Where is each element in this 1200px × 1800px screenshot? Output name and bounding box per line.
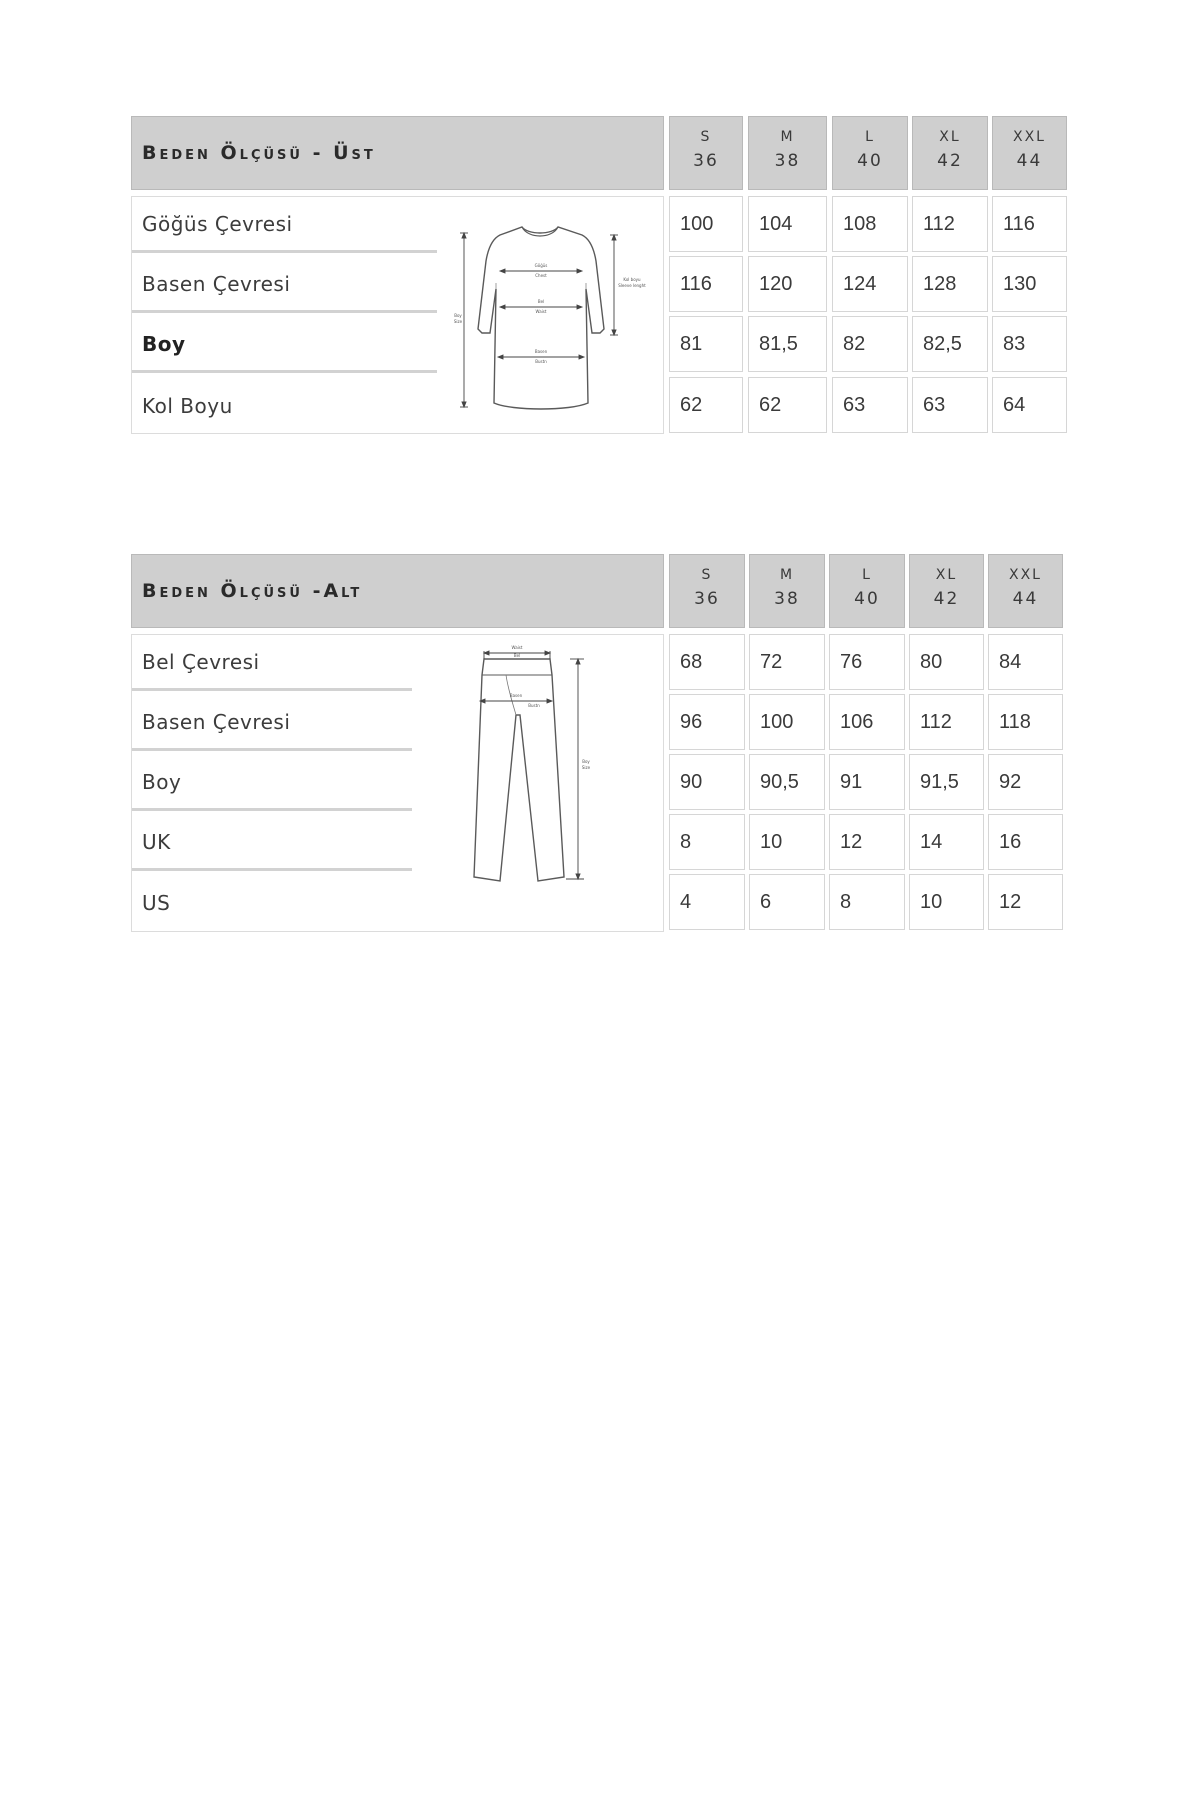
value-cell: 4 [669, 874, 745, 930]
value-cell: 118 [988, 694, 1063, 750]
value-cell: 12 [829, 814, 905, 870]
diagram-label-waist-en: Waist [535, 309, 547, 314]
top-garment-diagram [450, 209, 650, 431]
value-cell: 12 [988, 874, 1063, 930]
size-number: 40 [857, 151, 883, 171]
value-cell: 90 [669, 754, 745, 810]
value-cell: 116 [992, 196, 1067, 252]
value-cell: 81,5 [748, 316, 827, 372]
value-cell: 64 [992, 377, 1067, 433]
size-number: 38 [774, 589, 800, 609]
diagram-label-waist: Bel [537, 299, 545, 304]
value-cell: 76 [829, 634, 905, 690]
row-label-chest: Göğüs Çevresi [132, 197, 437, 253]
diagram-label-hip-en: Bustn [528, 703, 540, 708]
size-header-xxl [988, 554, 1063, 628]
value-cell: 81 [669, 316, 743, 372]
value-cell: 6 [749, 874, 825, 930]
size-number: 36 [693, 151, 719, 171]
size-number: 38 [774, 151, 801, 171]
row-label-uk: UK [132, 815, 412, 871]
value-cell: 16 [988, 814, 1063, 870]
size-number: 42 [933, 589, 960, 609]
size-letter: S [700, 129, 712, 145]
value-cell: 62 [748, 377, 827, 433]
size-header-xxl [992, 116, 1067, 190]
diagram-label-waist-en: Waist [511, 645, 523, 650]
row-label-length: Boy [132, 755, 412, 811]
value-cell: 10 [909, 874, 984, 930]
diagram-label-hip-en: Bustn [535, 359, 547, 364]
value-cell: 91 [829, 754, 905, 810]
value-cell: 112 [909, 694, 984, 750]
value-cell: 116 [669, 256, 743, 312]
value-cell: 112 [912, 196, 988, 252]
chart-title: Beden Ölçüsü -Alt [131, 554, 664, 628]
row-label-us: US [142, 891, 171, 915]
value-cell: 120 [748, 256, 827, 312]
size-letter: XL [935, 567, 958, 583]
diagram-label-length-en: Size [581, 765, 591, 770]
value-cell: 82 [832, 316, 908, 372]
row-label-length: Boy [132, 317, 437, 373]
value-cell: 124 [832, 256, 908, 312]
value-cell: 128 [912, 256, 988, 312]
value-cell: 62 [669, 377, 743, 433]
top-garment-illustration [450, 209, 650, 431]
diagram-label-length-en: Size [453, 319, 463, 324]
value-cell: 84 [988, 634, 1063, 690]
value-cell: 83 [992, 316, 1067, 372]
size-letter: XXL [1009, 567, 1042, 583]
value-cell: 104 [748, 196, 827, 252]
row-label-hip: Basen Çevresi [132, 695, 412, 751]
value-cell: 106 [829, 694, 905, 750]
value-cell: 63 [912, 377, 988, 433]
diagram-label-hip: Basen [534, 349, 548, 354]
size-number: 42 [937, 151, 963, 171]
diagram-label-sleeve-en: Sleeve lenght [618, 283, 646, 288]
row-label-sleeve: Kol Boyu [142, 394, 233, 418]
diagram-label-hip: Basen [509, 693, 523, 698]
diagram-label-length: Boy [454, 313, 462, 318]
size-number: 44 [1016, 151, 1043, 171]
size-letter: M [780, 129, 795, 145]
size-header-s [669, 116, 743, 190]
value-cell: 82,5 [912, 316, 988, 372]
value-cell: 108 [832, 196, 908, 252]
value-cell: 8 [829, 874, 905, 930]
diagram-label-length: Boy [582, 759, 590, 764]
size-header-xl [912, 116, 988, 190]
size-letter: L [865, 129, 875, 145]
measurement-panel [131, 634, 664, 932]
value-cell: 96 [669, 694, 745, 750]
row-label-waist: Bel Çevresi [132, 635, 412, 691]
diagram-label-sleeve: Kol boyu [623, 277, 641, 282]
size-number: 40 [854, 589, 880, 609]
size-header-l [832, 116, 908, 190]
bottom-garment-diagram [454, 645, 614, 895]
size-letter: XXL [1013, 129, 1046, 145]
chart-title: Beden Ölçüsü - Üst [131, 116, 664, 190]
measurement-panel [131, 196, 664, 434]
value-cell: 14 [909, 814, 984, 870]
size-letter: S [701, 567, 713, 583]
value-cell: 80 [909, 634, 984, 690]
value-cell: 130 [992, 256, 1067, 312]
size-header-m [749, 554, 825, 628]
value-cell: 92 [988, 754, 1063, 810]
bottom-garment-illustration [454, 645, 614, 895]
value-cell: 10 [749, 814, 825, 870]
size-number: 44 [1012, 589, 1039, 609]
diagram-label-chest-en: Chest [535, 273, 547, 278]
value-cell: 8 [669, 814, 745, 870]
value-cell: 100 [749, 694, 825, 750]
value-cell: 68 [669, 634, 745, 690]
value-cell: 72 [749, 634, 825, 690]
value-cell: 91,5 [909, 754, 984, 810]
value-cell: 90,5 [749, 754, 825, 810]
diagram-label-chest: Göğüs [534, 263, 548, 268]
value-cell: 100 [669, 196, 743, 252]
size-header-xl [909, 554, 984, 628]
size-letter: XL [939, 129, 961, 145]
diagram-label-waist: Bel [513, 653, 521, 658]
size-letter: L [862, 567, 872, 583]
size-header-m [748, 116, 827, 190]
size-header-s [669, 554, 745, 628]
size-header-l [829, 554, 905, 628]
size-letter: M [779, 567, 795, 583]
size-number: 36 [694, 589, 720, 609]
row-label-hip: Basen Çevresi [132, 257, 437, 313]
value-cell: 63 [832, 377, 908, 433]
